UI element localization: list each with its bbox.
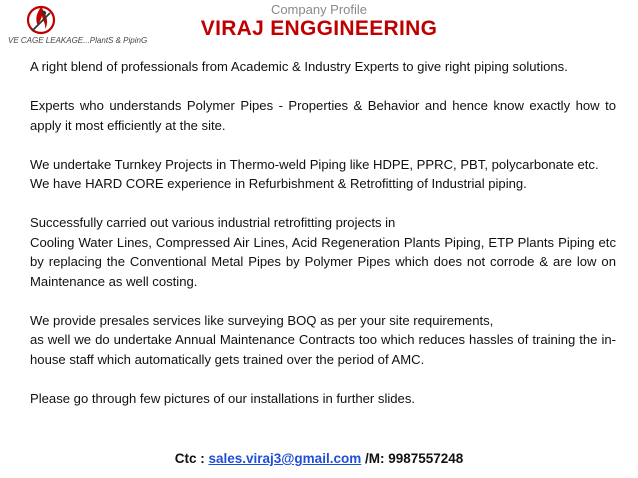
email-link[interactable]: sales.viraj3@gmail.com — [208, 451, 362, 466]
paragraph-projects-detail: Cooling Water Lines, Compressed Air Lines, Acid Regeneration Plants Piping, ETP Plants Piping etc by replacing the Conventional Metal Pipes by Polymer Pipes which does not corrode & are low on Maintenance as well costing. — [30, 234, 616, 289]
contact-prefix: Ctc : — [174, 451, 209, 466]
paragraph-amc: as well we do undertake Annual Maintenance Contracts too which reduces hassles of training the in-house staff which automatically gets trained over the period of AMC. — [30, 332, 616, 367]
paragraph-presales: We provide presales services like surveying BOQ as per your site requirements, — [30, 312, 494, 328]
paragraph-experts: Experts who understands Polymer Pipes - Properties & Behavior and hence know exactly how to apply it most efficiently at the site. — [30, 98, 616, 133]
contact-phone: /M: 9987557248 — [361, 451, 464, 466]
paragraph-intro: A right blend of professionals from Academic & Industry Experts to give right piping solutions. — [30, 59, 568, 74]
logo-tagline: VE CAGE LEAKAGE...PlantS & PipinG — [8, 36, 148, 45]
paragraph-closing: Please go through few pictures of our installations in further slides. — [30, 390, 416, 406]
page-kicker: Company Profile — [270, 2, 368, 17]
contact-line — [0, 451, 638, 466]
paragraph-turnkey: We undertake Turnkey Projects in Thermo-weld Piping like HDPE, PPRC, PBT, polycarbonate etc. — [30, 156, 599, 172]
paragraph-projects-intro: Successfully carried out various industrial retrofitting projects in — [30, 215, 396, 230]
paragraph-refurbishment: We have HARD CORE experience in Refurbishment & Retrofitting of Industrial piping. — [30, 176, 527, 191]
profile-body — [30, 57, 616, 408]
company-title: VIRAJ ENGGINEERING — [200, 17, 438, 40]
